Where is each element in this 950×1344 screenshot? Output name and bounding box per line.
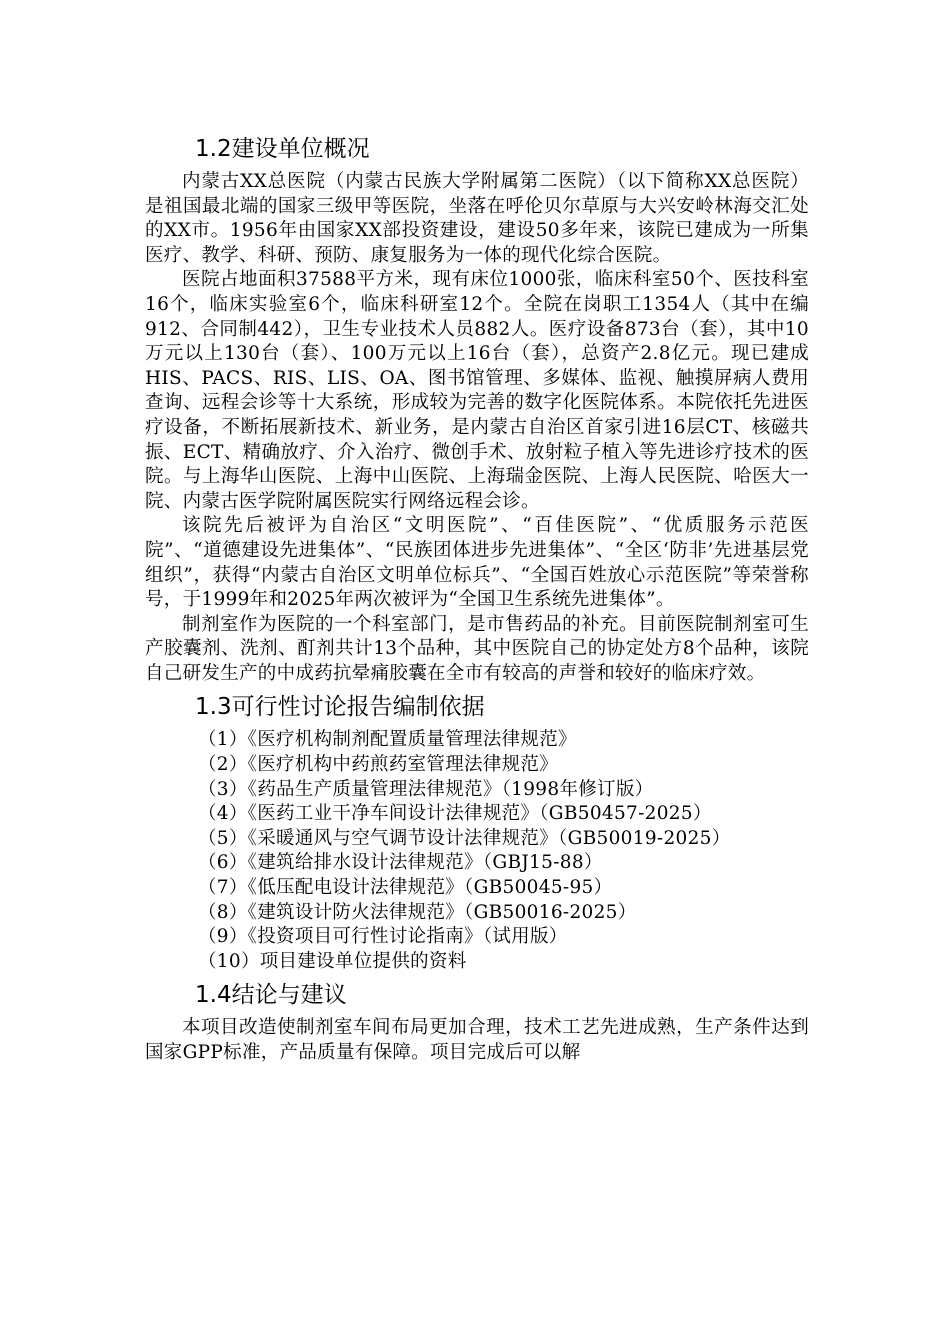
reference-item: （1）《医疗机构制剂配置质量管理法律规范》 [198,729,577,751]
paragraph: 内蒙古XX总医院（内蒙古民族大学附属第二医院）（以下简称XX总医院）是祖国最北端的国家三级甲等医院，坐落在呼伦贝尔草原与大兴安岭林海交汇处的XX市。1956年由国家XX部投资建设，建设50多年来，该院已建成为一所集医疗、教学、科研、预防、康复服务为一体的现代化综合医院。 [145,171,809,266]
paragraph: 制剂室作为医院的一个科室部门，是市售药品的补充。目前医院制剂室可生产胶囊剂、洗剂、酊剂共计13个品种，其中医院自己的协定处方8个品种，该院自己研发生产的中成药抗晕痛胶囊在全市有较高的声誉和较好的临床疗效。 [145,613,809,684]
reference-item: （3）《药品生产质量管理法律规范》（1998年修订版） [198,778,654,800]
reference-item: （10）项目建设单位提供的资料 [198,950,467,972]
section-heading: 1.2建设单位概况 [195,136,370,162]
section-heading: 1.3可行性讨论报告编制依据 [195,694,485,721]
reference-item: （7）《低压配电设计法律规范》（GB50045-95） [198,877,613,899]
paragraph: 该院先后被评为自治区“文明医院”、“百佳医院”、“优质服务示范医院”、“道德建设先进集体”、“民族团体进步先进集体”、“全区‘防非’先进基层党组织”，获得“内蒙古自治区文明单位标兵”、“全国百姓放心示范医院”等荣誉称号，于1999年和2025年两次被评为“全国卫生系统先进集体”。 [145,515,809,611]
reference-item: （9）《投资项目可行性讨论指南》（试用版） [198,926,568,948]
reference-item: （8）《建筑设计防火法律规范》（GB50016-2025） [198,901,637,923]
reference-item: （6）《建筑给排水设计法律规范》（GBJ15-88） [198,852,603,874]
section-heading: 1.4结论与建议 [195,982,347,1009]
reference-item: （5）《采暖通风与空气调节设计法律规范》（GB50019-2025） [198,827,731,849]
reference-item: （2）《医疗机构中药煎药室管理法律规范》 [198,754,559,776]
reference-list [145,728,809,974]
document-page [145,132,809,1066]
paragraph: 本项目改造使制剂室车间布局更加合理，技术工艺先进成熟，生产条件达到国家GPP标准，产品质量有保障。项目完成后可以解 [145,1017,809,1063]
paragraph: 医院占地面积37588平方米，现有床位1000张，临床科室50个、医技科室16个，临床实验室6个，临床科研室12个。全院在岗职工1354人（其中在编912、合同制442），卫生专业技术人员882人。医疗设备873台（套），其中10万元以上130台（套）、100万元以上16台（套），总资产2.8亿元。现已建成HIS、PACS、RIS、LIS、OA、图书馆管理、多媒体、监视、触摸屏病人费用查询、远程会诊等十大系统，形成较为完善的数字化医院体系。本院依托先进医疗设备，不断拓展新技术、新业务，是内蒙古自治区首家引进16层CT、核磁共振、ECT、精确放疗、介入治疗、微创手术、放射粒子植入等先进诊疗技术的医院。与上海华山医院、上海中山医院、上海瑞金医院、上海人民医院、哈医大一院、内蒙古医学院附属医院实行网络远程会诊。 [145,269,809,512]
reference-item: （4）《医药工业干净车间设计法律规范》（GB50457-2025） [198,803,712,825]
